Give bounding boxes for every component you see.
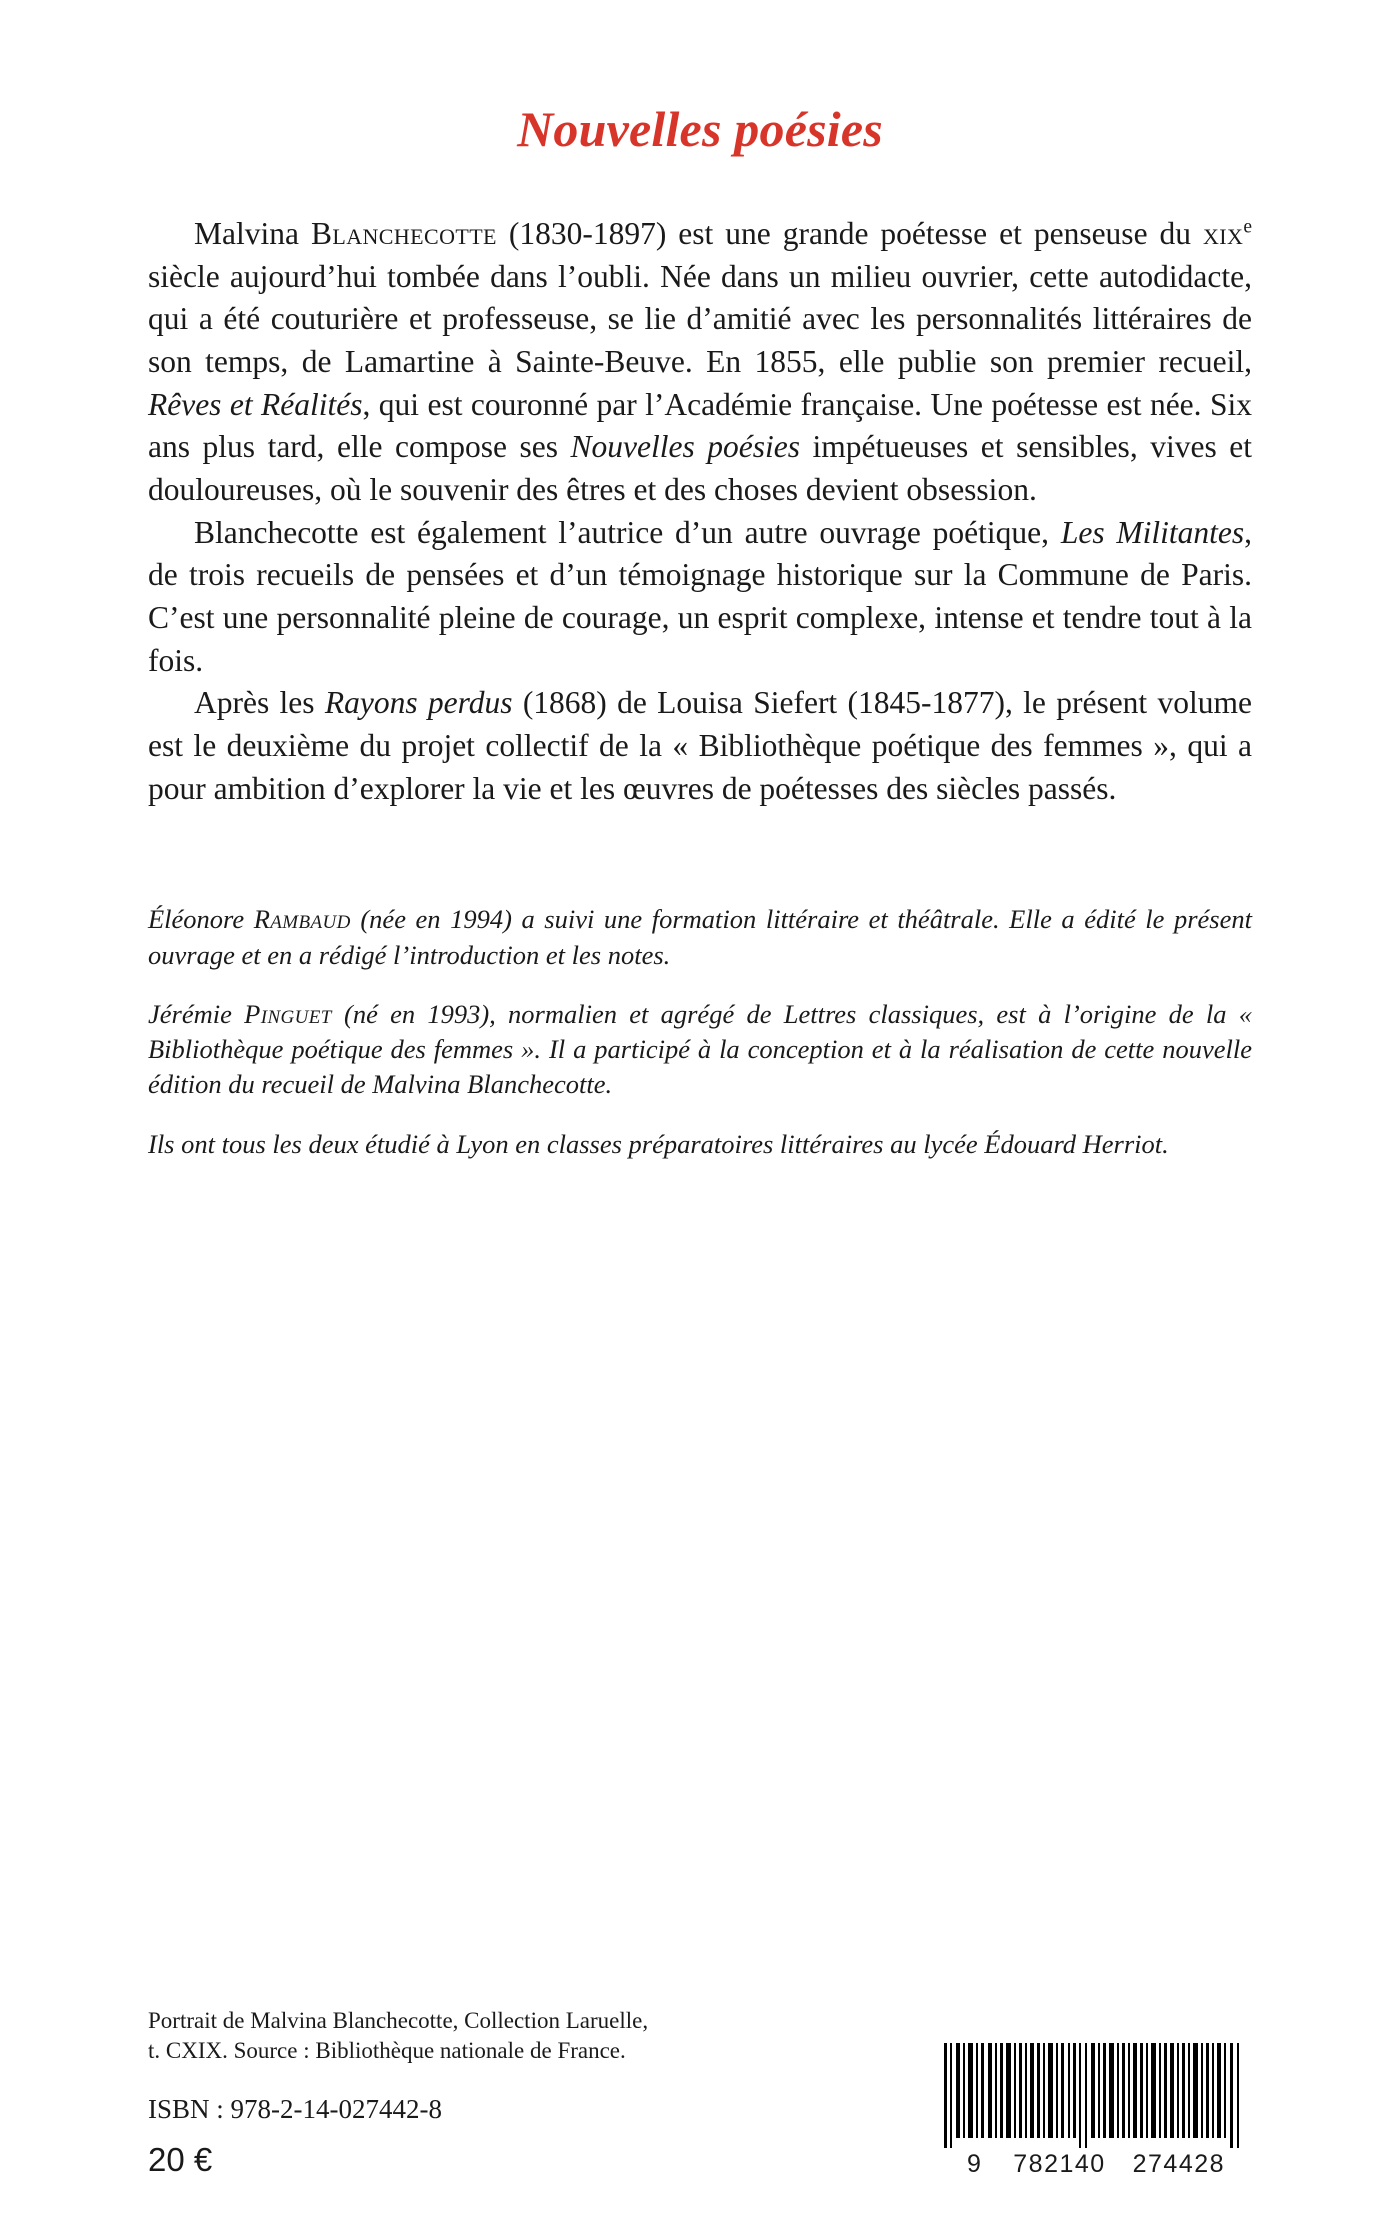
bio-eleonore-rambaud (148, 902, 1252, 972)
bio-joint-note: Ils ont tous les deux étudié à Lyon en classes préparatoires littéraires au lycée Édouard Herriot. (148, 1128, 1169, 1159)
blurb-paragraph-3 (148, 682, 1252, 810)
work-title-reves-et-realites: Rêves et Réalités (148, 386, 363, 422)
isbn: ISBN : 978-2-14-027442-8 (148, 2094, 442, 2124)
blurb-text: (1868) de Louisa Siefert (1845-1877), le présent volume est le deuxième du projet collectif de la « Bibliothèque poétique des femmes », qui a pour ambition d’explorer la vie et les œuvres de poétesses des siècles passés. (148, 685, 1252, 806)
bio-last-name: Pinguet (244, 998, 332, 1029)
work-title-les-militantes: Les Militantes (1060, 514, 1245, 550)
contributor-bios (148, 810, 1252, 1161)
image-credit (148, 2006, 848, 2066)
blurb-text: , de trois recueils de pensées et d’un témoignage historique sur la Commune de Paris. C’est une personnalité pleine de courage, un esprit complexe, intense et tendre tout à la fois. (148, 514, 1253, 678)
barcode-digits-main: 782140 (1013, 2150, 1106, 2178)
century-ordinal-suffix: e (1243, 216, 1252, 238)
bio-last-name: Rambaud (253, 904, 351, 935)
bio-text: (né en 1993), normalien et agrégé de Lettres classiques, est à l’origine de la « Bibliothèque poétique des femmes ». Il a participé à la conception et à la réalisation de cette nouvelle édition du recueil de Malvina Blanchecotte. (148, 998, 1252, 1100)
author-name: Blanchecotte (310, 216, 497, 251)
footer (148, 2006, 1252, 2179)
work-title-nouvelles-poesies: Nouvelles poésies (570, 429, 801, 465)
bio-first-name: Jérémie (148, 998, 245, 1029)
bio-first-name: Éléonore (148, 904, 254, 935)
barcode (940, 2043, 1252, 2179)
price: 20 € (148, 2141, 213, 2178)
image-credit-line-1: Portrait de Malvina Blanchecotte, Collection Laruelle, (148, 2008, 649, 2034)
blurb-text: Malvina (194, 216, 311, 251)
blurb-text: , qui est couronné par l’Académie française. Une poétesse est née. Six ans plus tard, elle compose ses (148, 386, 1252, 465)
blurb-text: Blanchecotte est également l’autrice d’un autre ouvrage poétique, (194, 514, 1061, 550)
barcode-digits-right: 274428 (1132, 2150, 1226, 2178)
blurb-text: Après les (194, 685, 325, 721)
barcode-digits (940, 2150, 1252, 2179)
bio-jeremie-pinguet (148, 997, 1252, 1103)
barcode-digit-left: 9 (966, 2150, 983, 2178)
barcode-image (940, 2043, 1252, 2148)
bio-text: (née en 1994) a suivi une formation littéraire et théâtrale. Elle a édité le présent ouvrage et en a rédigé l’introduction et les notes. (148, 904, 1252, 970)
blurb-block (148, 158, 1252, 810)
work-title-rayons-perdus: Rayons perdus (324, 685, 513, 721)
blurb-paragraph-2 (148, 512, 1252, 683)
century-label: xix (1203, 216, 1244, 251)
page-title: Nouvelles poésies (517, 101, 883, 157)
blurb-text: impétueuses et sensibles, vives et douloureuses, où le souvenir des êtres et des choses devient obsession. (148, 429, 1252, 508)
blurb-paragraph-1 (148, 213, 1252, 512)
blurb-text: siècle aujourd’hui tombée dans l’oubli. Née dans un milieu ouvrier, cette autodidacte, qui a été couturière et professeuse, se lie d’amitié avec les personnalités littéraires de son temps, de Lamartine à Sainte-Beuve. En 1855, elle publie son premier recueil, (148, 258, 1252, 380)
blurb-text: (1830-1897) est une grande poétesse et penseuse du (496, 216, 1204, 251)
image-credit-line-2: t. CXIX. Source : Bibliothèque nationale de France. (148, 2038, 626, 2064)
